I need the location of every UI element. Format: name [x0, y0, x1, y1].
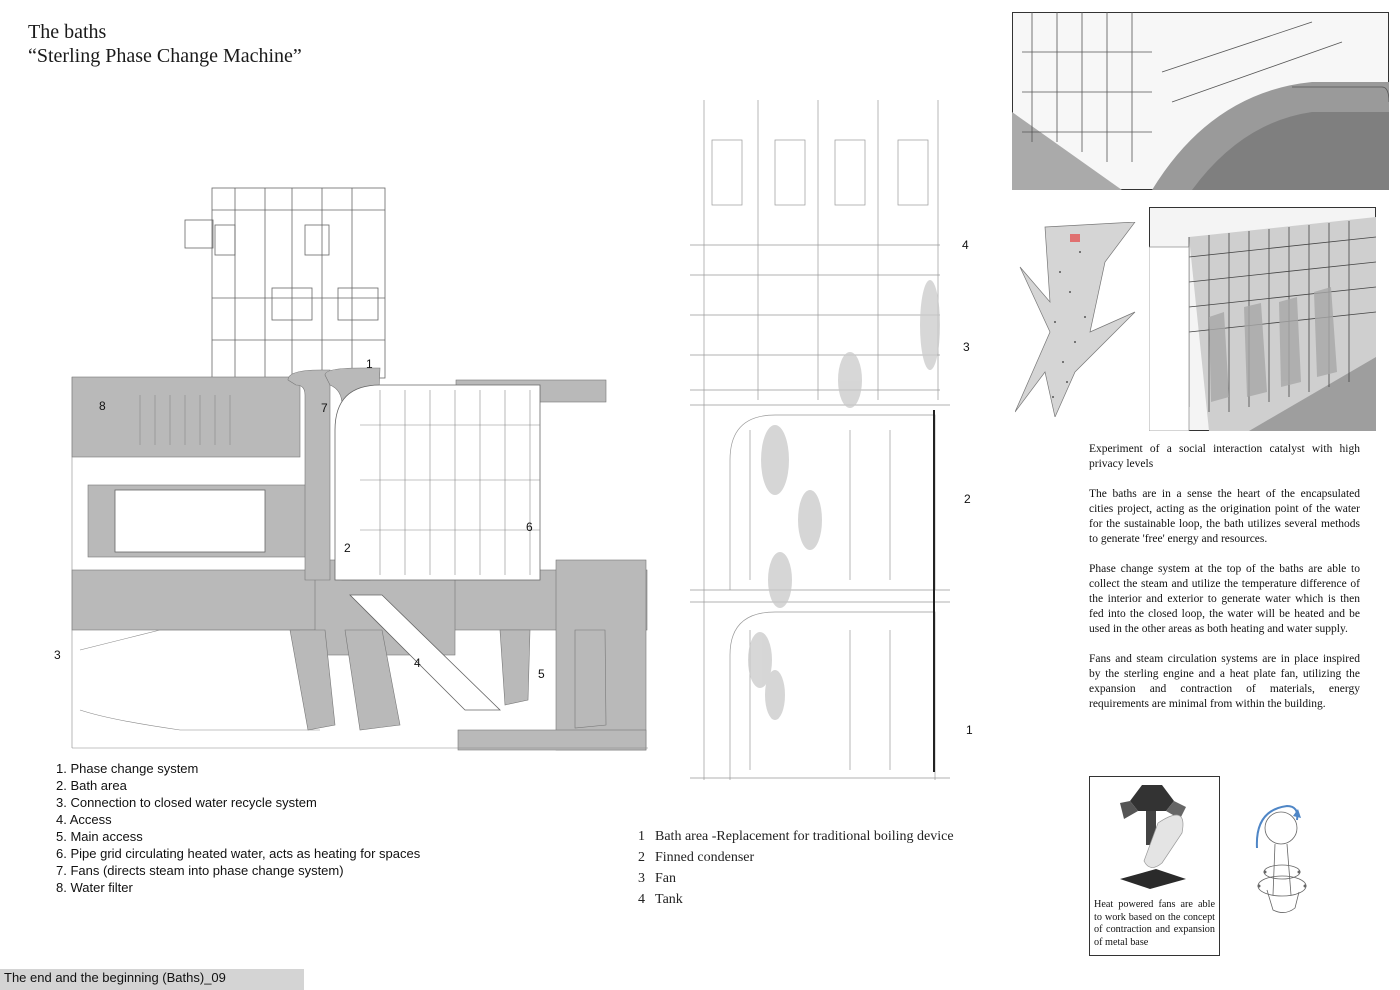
description-paragraph: Experiment of a social interaction catalyst with high privacy levels	[1089, 443, 1360, 470]
legend-item: 1 Bath area -Replacement for traditional boiling device	[638, 829, 954, 844]
section-label-2: 2	[344, 541, 351, 555]
footer-label: The end and the beginning (Baths)_09	[4, 970, 226, 985]
legend-item: 3. Connection to closed water recycle system	[56, 795, 317, 810]
legend-item: 1. Phase change system	[56, 761, 199, 776]
legend-item: 4 Tank	[638, 892, 683, 907]
footer-bar	[0, 969, 304, 990]
legend-item: 3 Fan	[638, 871, 676, 886]
fan-mechanism-sketch	[1245, 800, 1317, 918]
description	[1089, 442, 1360, 727]
elevation-drawing	[690, 100, 980, 780]
page-title	[28, 20, 302, 68]
section-label-1: 1	[366, 357, 373, 371]
section-drawing	[60, 180, 660, 755]
elevation-label-3: 3	[963, 340, 970, 354]
section-label-8: 8	[99, 399, 106, 413]
legend-item: 7. Fans (directs steam into phase change system)	[56, 863, 344, 878]
legend-item: 5. Main access	[56, 829, 143, 844]
legend-item: 2 Finned condenser	[638, 850, 755, 865]
elevation-legend	[638, 826, 954, 910]
steam-panel-view	[1149, 207, 1376, 431]
description-paragraph: The baths are in a sense the heart of the encapsulated cities project, acting as the origination point of the water for the sustainable loop, the bath utilizes several methods to generate 'free' energy and resources.	[1089, 488, 1360, 545]
legend-item: 6. Pipe grid circulating heated water, acts as heating for spaces	[56, 846, 421, 861]
plan-strip	[1015, 222, 1137, 417]
description-paragraph: Fans and steam circulation systems are in place inspired by the sterling engine and a heat plate fan, utilizing the expansion and contraction of materials, energy requirements are minimal from within the building.	[1089, 653, 1360, 710]
legend-item: 4. Access	[56, 812, 112, 827]
legend-item: 8. Water filter	[56, 880, 133, 895]
section-legend	[56, 760, 420, 896]
elevation-label-4: 4	[962, 238, 969, 252]
fan-figure-box	[1089, 776, 1220, 956]
section-label-5: 5	[538, 667, 545, 681]
elevation-label-2: 2	[964, 492, 971, 506]
axonometric-view	[1012, 12, 1389, 190]
legend-item: 2. Bath area	[56, 778, 127, 793]
section-label-7: 7	[321, 401, 328, 415]
title-line-1: The baths	[28, 21, 107, 43]
section-label-4: 4	[414, 656, 421, 670]
elevation-label-1: 1	[966, 723, 973, 737]
section-label-6: 6	[526, 520, 533, 534]
heat-fan-illustration	[1100, 783, 1210, 895]
title-line-2: “Sterling Phase Change Machine”	[28, 45, 302, 67]
description-paragraph: Phase change system at the top of the baths are able to collect the steam and utilize the temperature difference of the interior and exterior to generate water which is then fed into the closed loop, the water will be heated and be used in the other areas as both heating and water supply.	[1089, 563, 1360, 635]
section-label-3: 3	[54, 648, 61, 662]
fan-caption: Heat powered fans are able to work based on the concept of contraction and expansion of metal base	[1094, 899, 1215, 948]
